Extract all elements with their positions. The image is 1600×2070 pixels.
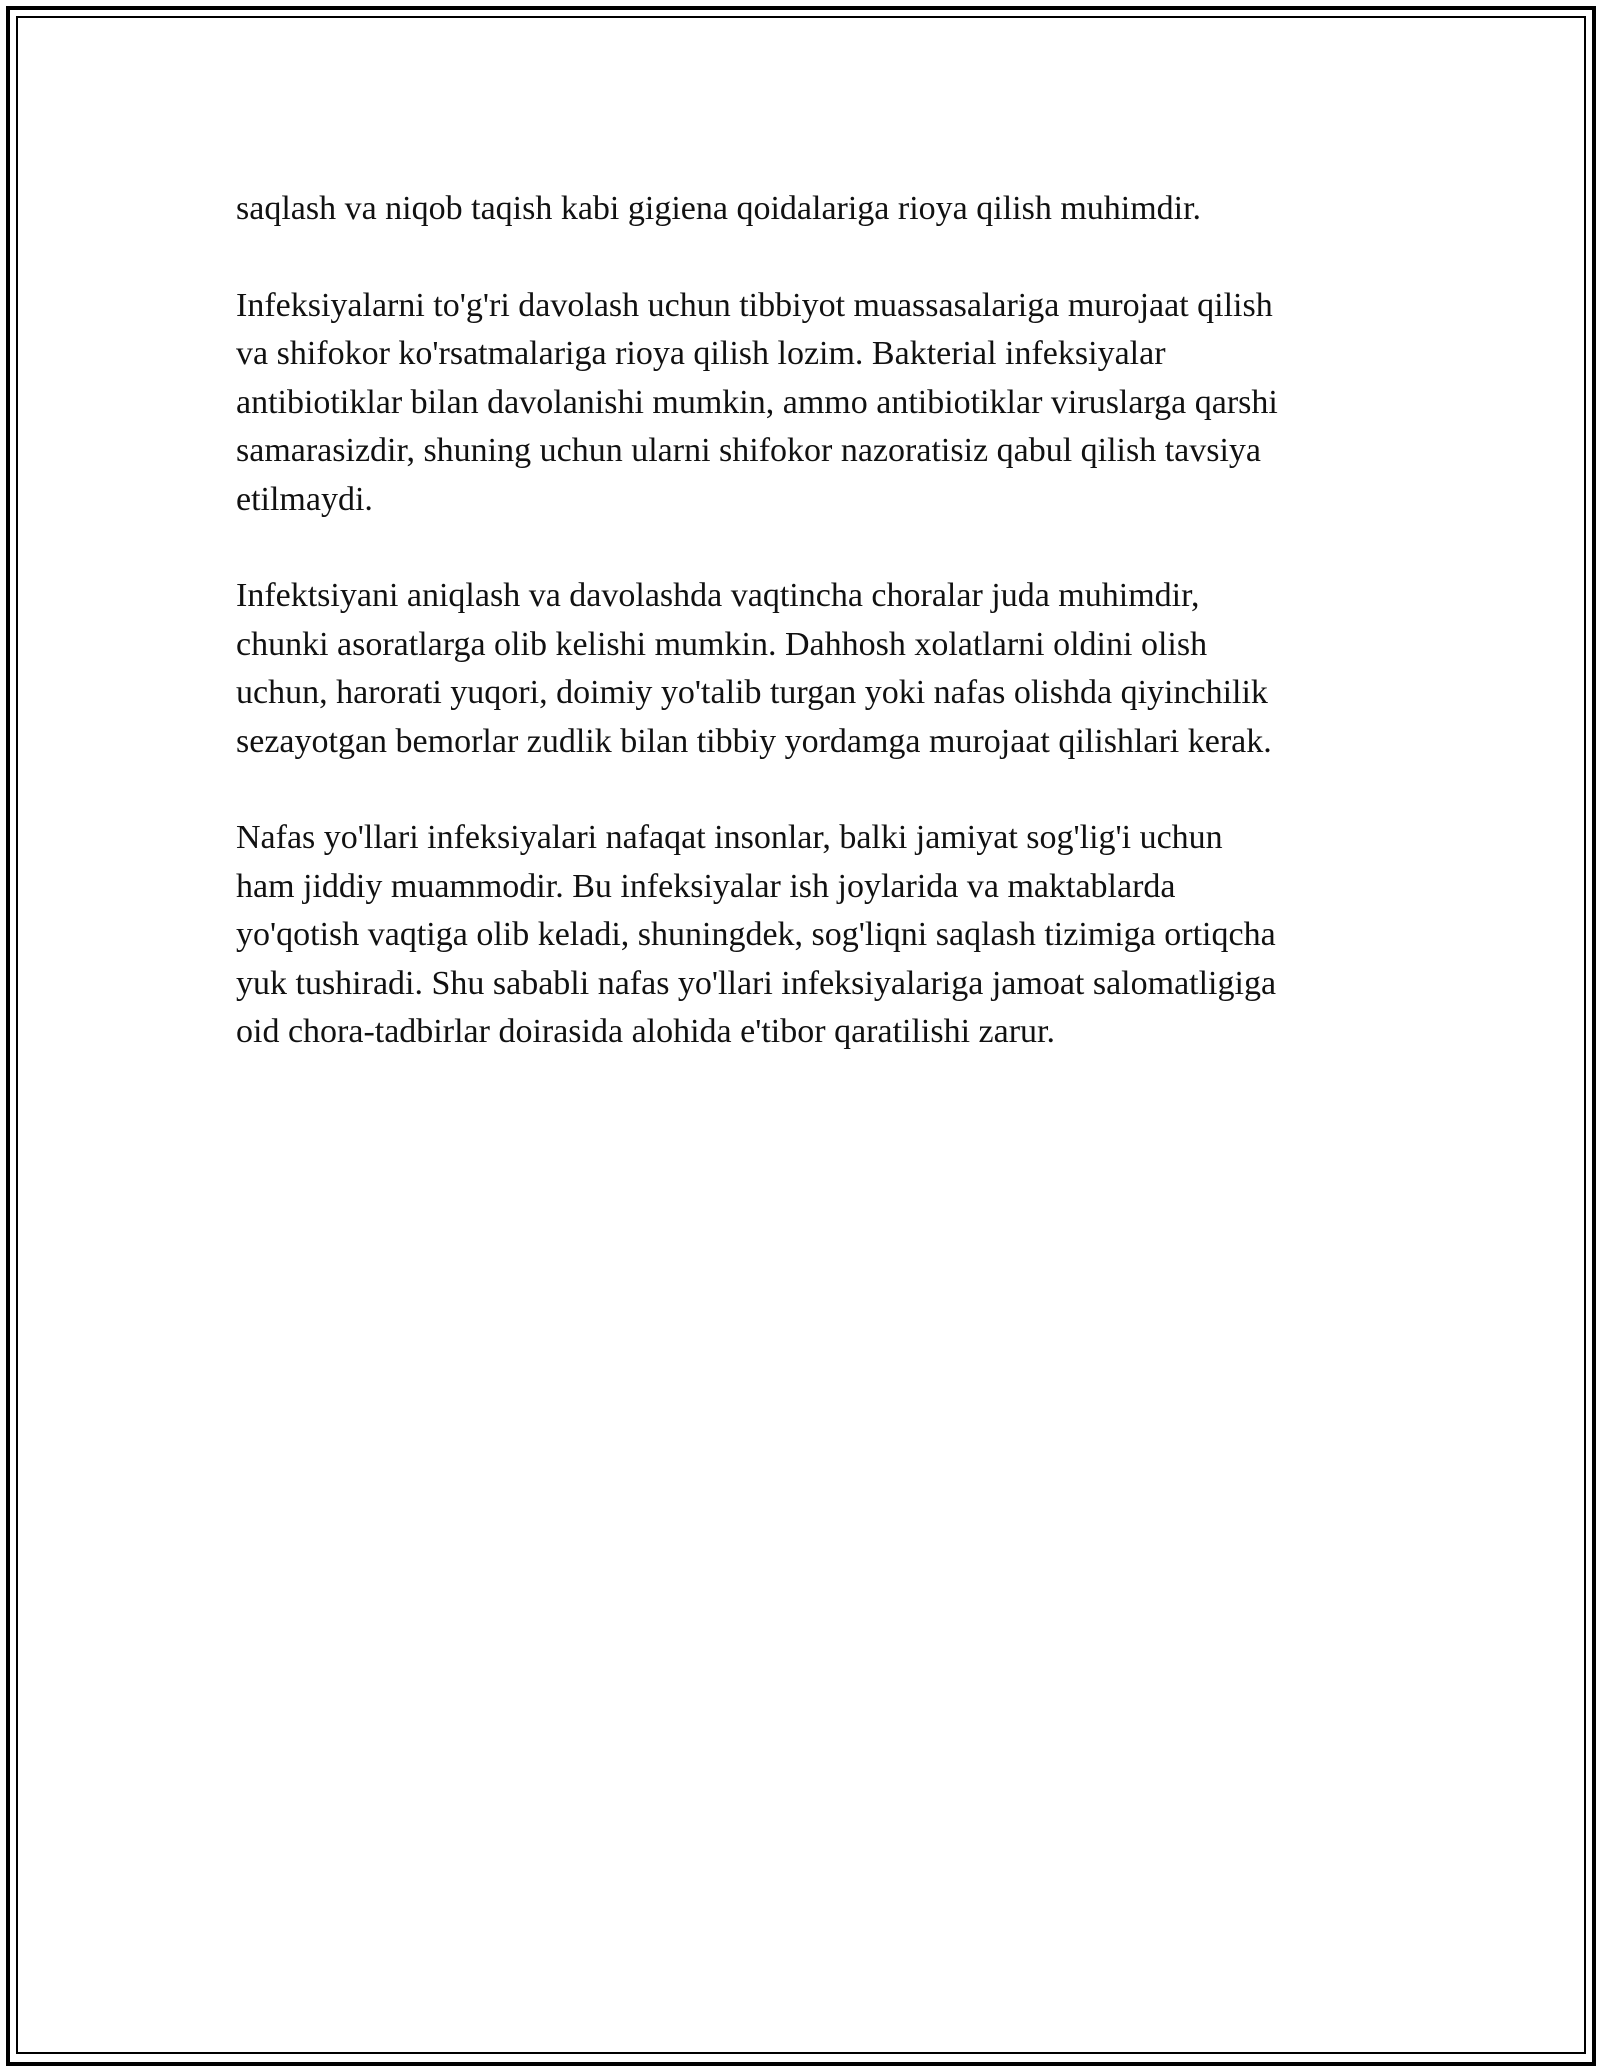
text-line: chunki asoratlarga olib kelishi mumkin. Dahhosh xolatlarni oldini olish: [236, 625, 1208, 663]
paragraph-2: [236, 282, 1386, 525]
text-line: antibiotiklar bilan davolanishi mumkin, ammo antibiotiklar viruslarga qarshi: [236, 383, 1278, 421]
text-line: etilmaydi.: [236, 480, 373, 518]
text-line: samarasizdir, shuning uchun ularni shifokor nazoratisiz qabul qilish tavsiya: [236, 432, 1262, 469]
paragraph-1: [236, 185, 1386, 234]
text-line: saqlash va niqob taqish kabi gigiena qoidalariga rioya qilish muhimdir.: [236, 190, 1202, 227]
text-line: ham jiddiy muammodir. Bu infeksiyalar ish joylarida va maktablarda: [236, 867, 1176, 905]
text-line: Nafas yo'llari infeksiyalari nafaqat insonlar, balki jamiyat sog'lig'i uchun: [236, 819, 1223, 856]
document-body: [236, 185, 1386, 1105]
paragraph-4: [236, 814, 1386, 1057]
text-line: Infektsiyani aniqlash va davolashda vaqtincha choralar juda muhimdir,: [236, 577, 1200, 614]
paragraph-3: [236, 572, 1386, 766]
text-line: va shifokor ko'rsatmalariga rioya qilish lozim. Bakterial infeksiyalar: [236, 335, 1166, 372]
text-line: sezayotgan bemorlar zudlik bilan tibbiy yordamga murojaat qilishlari kerak.: [236, 722, 1272, 760]
text-line: yuk tushiradi. Shu sababli nafas yo'llari infeksiyalariga jamoat salomatligiga: [236, 964, 1277, 1002]
text-line: uchun, harorati yuqori, doimiy yo'talib turgan yoki nafas olishda qiyinchilik: [236, 674, 1268, 711]
text-line: Infeksiyalarni to'g'ri davolash uchun tibbiyot muassasalariga murojaat qilish: [236, 286, 1273, 324]
text-line: yo'qotish vaqtiga olib keladi, shuningdek, sog'liqni saqlash tizimiga ortiqcha: [236, 916, 1276, 953]
text-line: oid chora-tadbirlar doirasida alohida e'tibor qaratilishi zarur.: [236, 1013, 1055, 1050]
